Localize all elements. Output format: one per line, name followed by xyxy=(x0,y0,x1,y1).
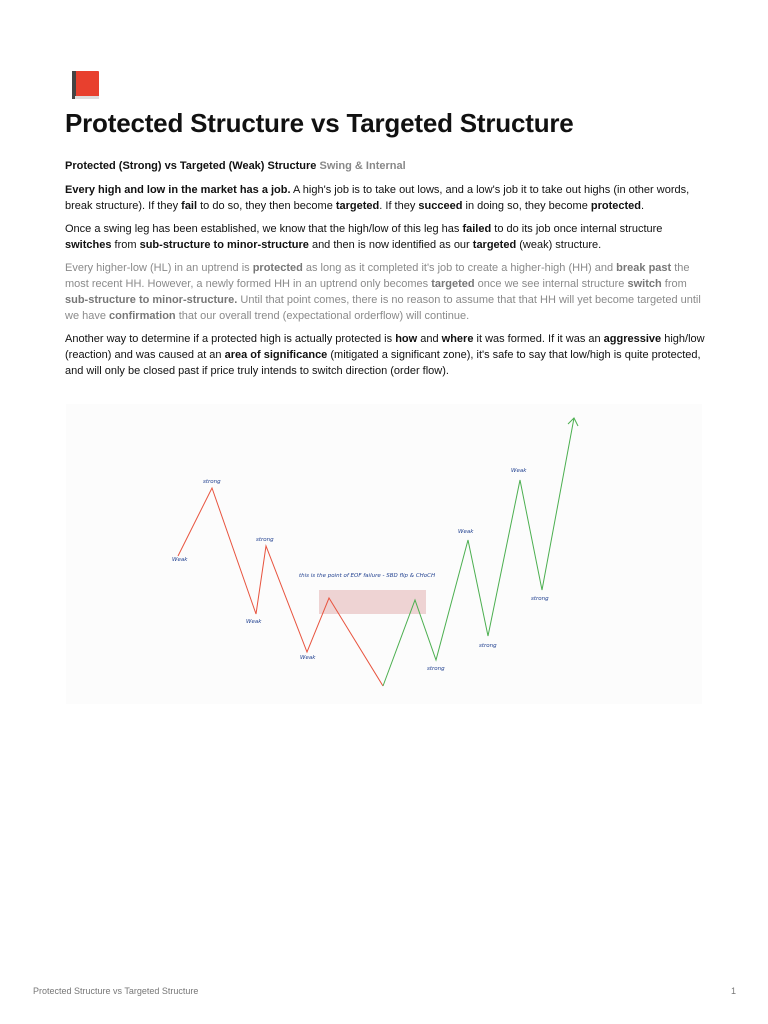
label-strong: strong xyxy=(203,479,221,485)
paragraph-4: Another way to determine if a protected high is actually protected is how and where it was formed. If it was an aggressive high/low (reaction) and was caused at an area of significance (mitigated a significant zone), it's safe to say that low/high is quite protected, and will only be closed past if price truly intends to switch direction (order flow). xyxy=(65,333,705,377)
red-book-icon xyxy=(70,69,102,101)
eof-failure-zone xyxy=(319,590,426,614)
label-strong: strong xyxy=(256,537,274,543)
paragraph-1: Every high and low in the market has a job. A high's job is to take out lows, and a low's job it to take out highs (in other words, break structure). If they fail to do so, they then become targeted. If they succeed in doing so, they become protected. xyxy=(65,184,690,212)
footer-document-title: Protected Structure vs Targeted Structure xyxy=(33,986,199,996)
document-body xyxy=(65,158,705,386)
paragraph-3: Every higher-low (HL) in an uptrend is protected as long as it completed it's job to create a higher-high (HH) and break past the most recent HH. However, a newly formed HH in an uptrend only becomes targeted once we see internal structure switch from sub-structure to minor-structure. Until that point comes, there is no reason to assume that that HH will yet become targeted until we have confirmation that our overall trend (expectational orderflow) will continue. xyxy=(65,262,701,322)
label-weak: Weak xyxy=(458,529,474,535)
label-strong: strong xyxy=(531,596,549,602)
label-strong: strong xyxy=(479,643,497,649)
paragraph-2: Once a swing leg has been established, we know that the high/low of this leg has failed to do its job once internal structure switches from sub-structure to minor-structure and then is now identified as our targeted (weak) structure. xyxy=(65,223,663,251)
section-subheading: Protected (Strong) vs Targeted (Weak) Structure Swing & Internal xyxy=(65,160,406,172)
label-weak: Weak xyxy=(300,655,316,661)
diagram-background xyxy=(66,404,702,704)
label-weak: Weak xyxy=(246,619,262,625)
structure-diagram xyxy=(66,404,702,704)
page-title: Protected Structure vs Targeted Structure xyxy=(65,108,574,138)
label-strong: strong xyxy=(427,666,445,672)
subheading-tag: Swing & Internal xyxy=(319,160,406,172)
label-weak: Weak xyxy=(511,468,527,474)
footer-page-number: 1 xyxy=(730,986,736,996)
label-weak: Weak xyxy=(172,557,188,563)
eof-failure-note: this is the point of EOF failure - SBD flip & CHoCH xyxy=(299,573,436,579)
